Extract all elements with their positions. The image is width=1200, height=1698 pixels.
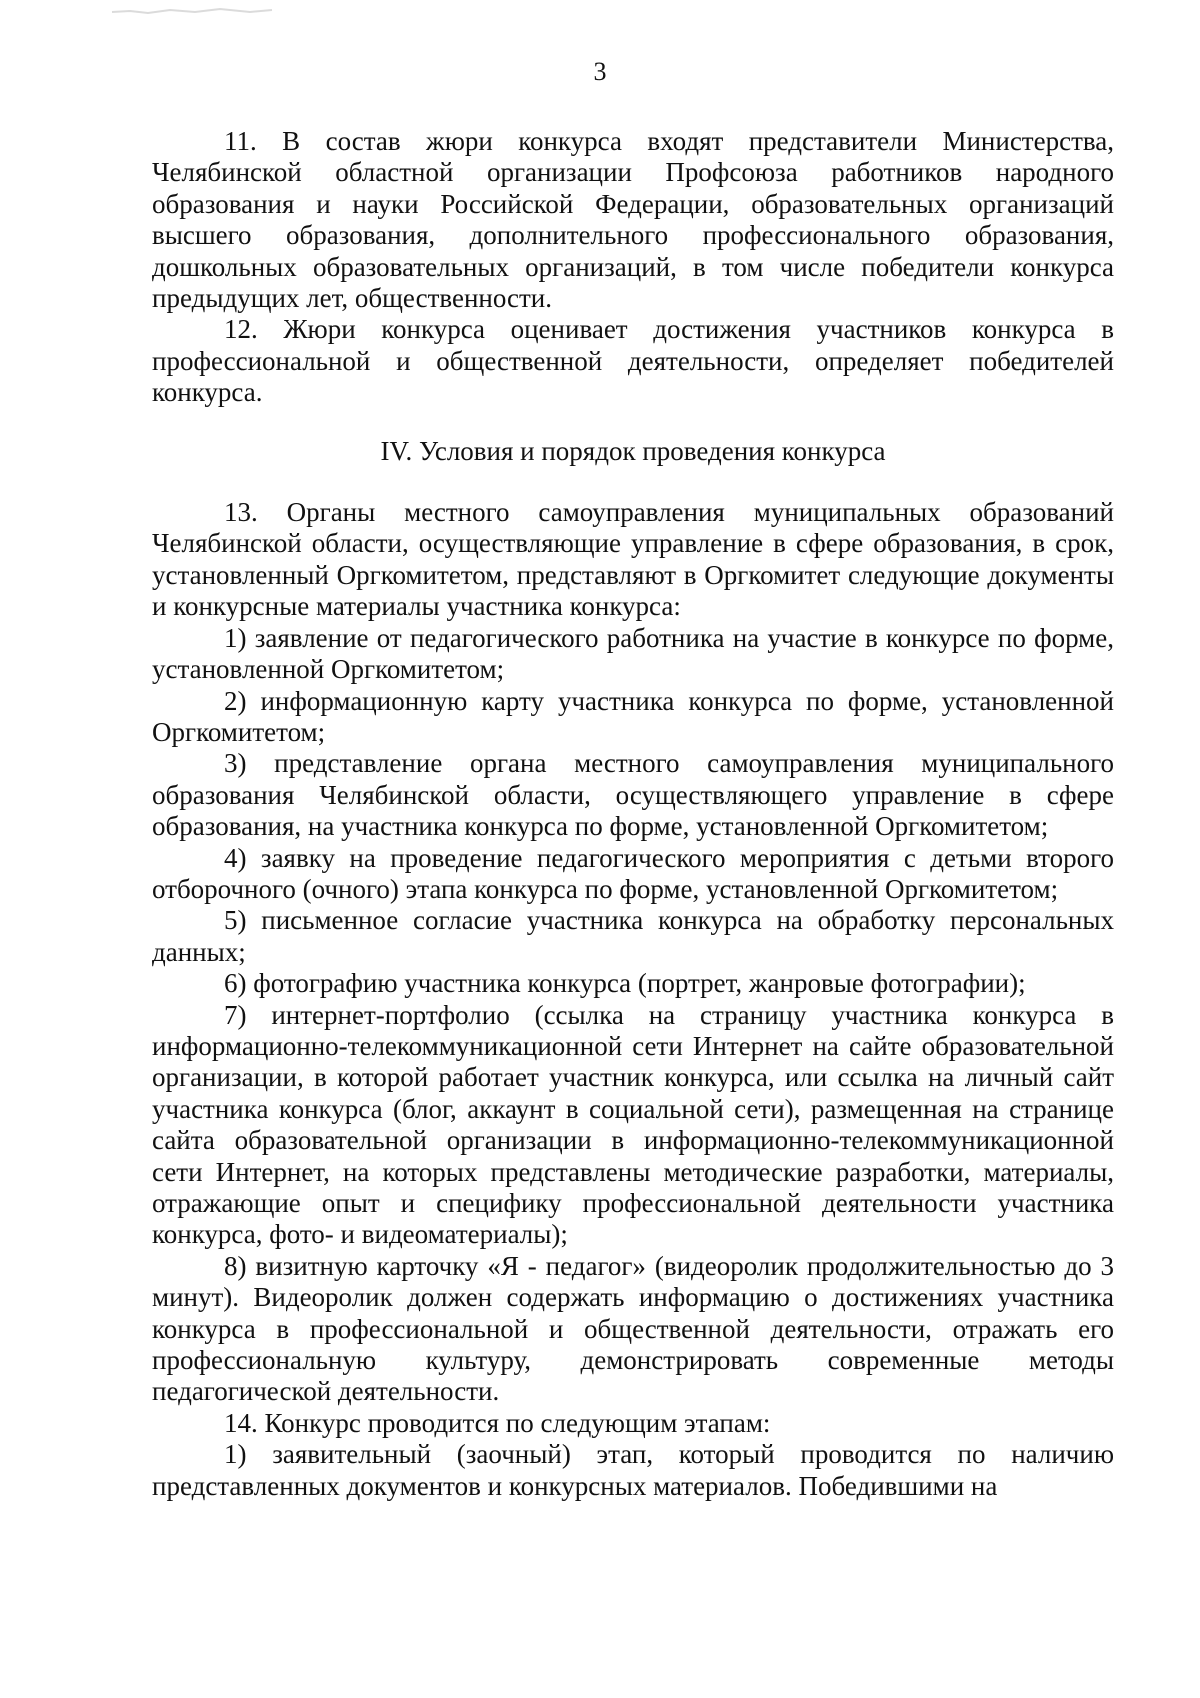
scan-artifact (110, 6, 275, 16)
paragraph-12: 12. Жюри конкурса оценивает достижения участников конкурса в профессиональной и общественной деятельности, определяет победителей конкурса. (152, 314, 1114, 408)
paragraph-14: 14. Конкурс проводится по следующим этапам: (224, 1407, 771, 1438)
list-item-13-7: 7) интернет-портфолио (ссылка на страницу участника конкурса в информационно-телекоммуникационной сети Интернет на сайте образовательной организации, в которой работает участник конкурса, или ссылка на личный сайт участника конкурса (блог, аккаунт в социальной сети), размещенная на странице сайта образовательной организации в информационно-телекоммуникационной сети Интернет, на которых представлены методические разработки, материалы, отражающие опыт и специфику профессиональной деятельности участника конкурса, фото- и видеоматериалы); (152, 999, 1114, 1250)
list-item-14-1: 1) заявительный (заочный) этап, который проводится по наличию представленных документов и конкурсных материалов. Победившими на (152, 1439, 1114, 1501)
list-item-13-6: 6) фотографию участника конкурса (портрет, жанровые фотографии); (224, 968, 1026, 999)
section-heading: IV. Условия и порядок проведения конкурса (380, 435, 886, 466)
document-body (152, 126, 1114, 1502)
paragraph-13: 13. Органы местного самоуправления муниципальных образований Челябинской области, осуществляющие управление в сфере образования, в срок, установленный Оргкомитетом, представляют в Оргкомитет следующие документы и конкурсные материалы участника конкурса: (152, 497, 1114, 622)
list-item-13-2: 2) информационную карту участника конкурса по форме, установленной Оргкомитетом; (152, 685, 1114, 747)
list-item-13-8: 8) визитную карточку «Я - педагог» (видеоролик продолжительностью до 3 минут). Видеоролик должен содержать информацию о достижениях участника конкурса в профессиональной и общественной деятельности, отражать его профессиональную культуру, демонстрировать современные методы педагогической деятельности. (152, 1250, 1114, 1407)
list-item-13-5: 5) письменное согласие участника конкурса на обработку персональных данных; (152, 905, 1114, 967)
list-item-13-4: 4) заявку на проведение педагогического мероприятия с детьми второго отборочного (очного) этапа конкурса по форме, установленной Оргкомитетом; (152, 842, 1114, 904)
list-item-13-1: 1) заявление от педагогического работника на участие в конкурсе по форме, установленной Оргкомитетом; (152, 622, 1114, 685)
paragraph-11: 11. В состав жюри конкурса входят представители Министерства, Челябинской областной организации Профсоюза работников народного образования и науки Российской Федерации, образовательных организаций высшего образования, дополнительного профессионального образования, дошкольных образовательных организаций, в том числе победители конкурса предыдущих лет, общественности. (152, 126, 1114, 314)
list-item-13-3: 3) представление органа местного самоуправления муниципального образования Челябинской области, осуществляющего управление в сфере образования, на участника конкурса по форме, установленной Оргкомитетом; (152, 748, 1114, 842)
page-number: 3 (593, 57, 607, 86)
